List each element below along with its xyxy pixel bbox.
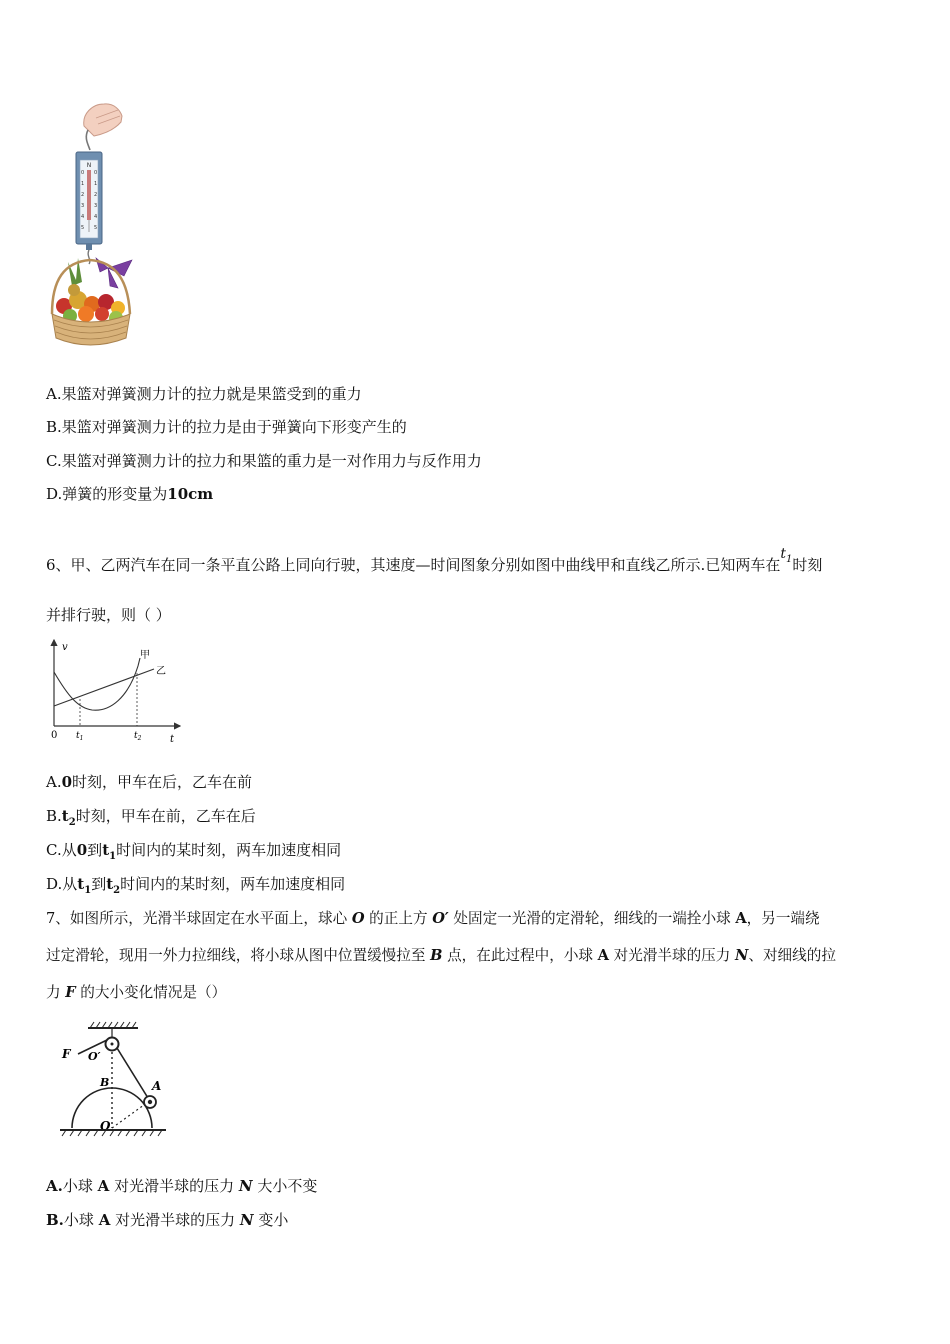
q5-option-c[interactable] [46,451,482,471]
origin-label: 0 [51,730,58,741]
scale-tick-left: 5 [81,225,85,231]
string-to-ball [117,1048,148,1098]
force-label: F [62,1047,71,1061]
q7-stem-segment: 过定滑轮，现用一外力拉细线，将小球从图中位置缓慢拉至 [46,947,431,964]
scale-tick-left: 1 [81,181,85,187]
option-text: 弹簧的形变量为 [62,485,168,503]
q7-stem-segment: N [735,947,749,964]
q6-option-c[interactable]: C.从0到$t_1$时间内的某时刻，两车加速度相同 [46,841,342,862]
q7-stem-line3 [46,983,908,1003]
q6-stem-line1 [46,546,823,582]
q7-option-a[interactable]: A.小球 A 对光滑半球的压力 N 大小不变 [46,1177,318,1195]
curve-jia [54,658,140,710]
hemisphere-pulley-figure [58,1016,174,1140]
q6-option-d[interactable]: D.从$t_1$到$t_2$时间内的某时刻，两车加速度相同 [46,875,346,896]
q6-stem-text: 时刻 [792,556,823,574]
option-letter: B. [46,807,62,825]
q7-stem-segment: 的大小变化情况是（） [75,984,227,1001]
scale-tick-left: 3 [81,203,85,209]
option-letter: A. [46,385,62,403]
option-letter: C. [46,841,62,859]
option-text: 果篮对弹簧测力计的拉力就是果篮受到的重力 [61,385,362,403]
q7-stem-line2 [46,946,908,966]
q7-stem-segment: 处固定一光滑的定滑轮，细线的一端拴小球 [448,910,736,927]
option-value: 10cm [167,485,214,503]
q7-stem-segment: 力 [46,984,66,1001]
scale-unit-label: N [86,162,92,169]
scale-tick-right: 4 [94,214,98,220]
scale-tick-left: 0 [81,170,85,176]
center-o-label: O [100,1119,111,1133]
scale-tick-left: 2 [81,192,85,198]
q6-stem-text: 并排行驶，则（ ） [46,606,171,624]
q6-option-a[interactable]: A.0时刻，甲车在后，乙车在前 [46,773,253,791]
q6-stem-text: 6、甲、乙两汽车在同一条平直公路上同向行驶，其速度—时间图象分别如图中曲线甲和直线乙所示.已知两车在 [46,556,781,574]
q7-stem-segment: 7、如图所示，光滑半球固定在水平面上，球心 [46,910,352,927]
scale-tick-right: 5 [94,225,98,231]
radius-to-ball [112,1102,148,1128]
q7-option-b[interactable]: B.小球 A 对光滑半球的压力 N 变小 [46,1211,289,1229]
curve-label-jia: 甲 [140,650,150,661]
option-letter: B. [46,418,62,436]
spring-scale-figure [48,100,140,352]
hand-illustration [84,104,122,136]
q6-option-b[interactable]: $B.t_2$时刻，甲车在前，乙车在后 [46,807,256,828]
option-letter: B. [46,1211,64,1229]
option-letter: A. [46,1177,63,1195]
q7-stem-segment: O [351,910,365,927]
x-axis-label: t [170,734,175,744]
option-letter: A. [46,773,62,791]
option-letter: D. [46,875,63,893]
q7-stem-segment: F [65,984,76,1001]
option-letter: C. [46,452,62,470]
q7-stem-segment: 点，在此过程中，小球 [442,947,598,964]
option-text: 果篮对弹簧测力计的拉力和果篮的重力是一对作用力与反作用力 [61,452,482,470]
q5-option-d[interactable] [46,484,213,504]
q7-stem-segment: B [430,947,443,964]
point-b-label: B [100,1076,110,1089]
scale-tick-right: 0 [94,170,98,176]
q7-stem-segment: 对光滑半球的压力 [608,947,736,964]
q7-stem-line1 [46,909,908,929]
q7-stem-segment: ，另一端绕 [746,910,820,927]
q7-stem-segment: 、对细线的拉 [748,947,836,964]
option-letter: D. [46,485,63,503]
t1-symbol: $t_1$ [780,546,793,565]
vt-graph [44,636,190,744]
q5-option-b[interactable] [46,417,407,437]
q7-stem-segment: A [597,947,609,964]
t1-label: $t_1$ [76,731,84,742]
ball-a-label: A [152,1079,162,1093]
scale-tick-right: 1 [94,181,98,187]
o-prime-label: O′ [88,1050,101,1063]
q5-option-a[interactable] [46,384,362,404]
line-yi [54,669,154,706]
scale-tick-left: 4 [81,214,85,220]
q6-stem-line2 [46,605,171,625]
q7-stem-segment: A [735,910,747,927]
scale-tick-right: 2 [94,192,98,198]
y-axis-label: v [62,642,68,653]
line-label-yi: 乙 [156,666,166,677]
t2-label: $t_2$ [134,731,142,742]
q7-stem-segment: 的正上方 [364,910,433,927]
scale-tick-right: 3 [94,203,98,209]
q7-stem-segment: O′ [432,910,449,927]
option-text: 果篮对弹簧测力计的拉力是由于弹簧向下形变产生的 [61,418,407,436]
